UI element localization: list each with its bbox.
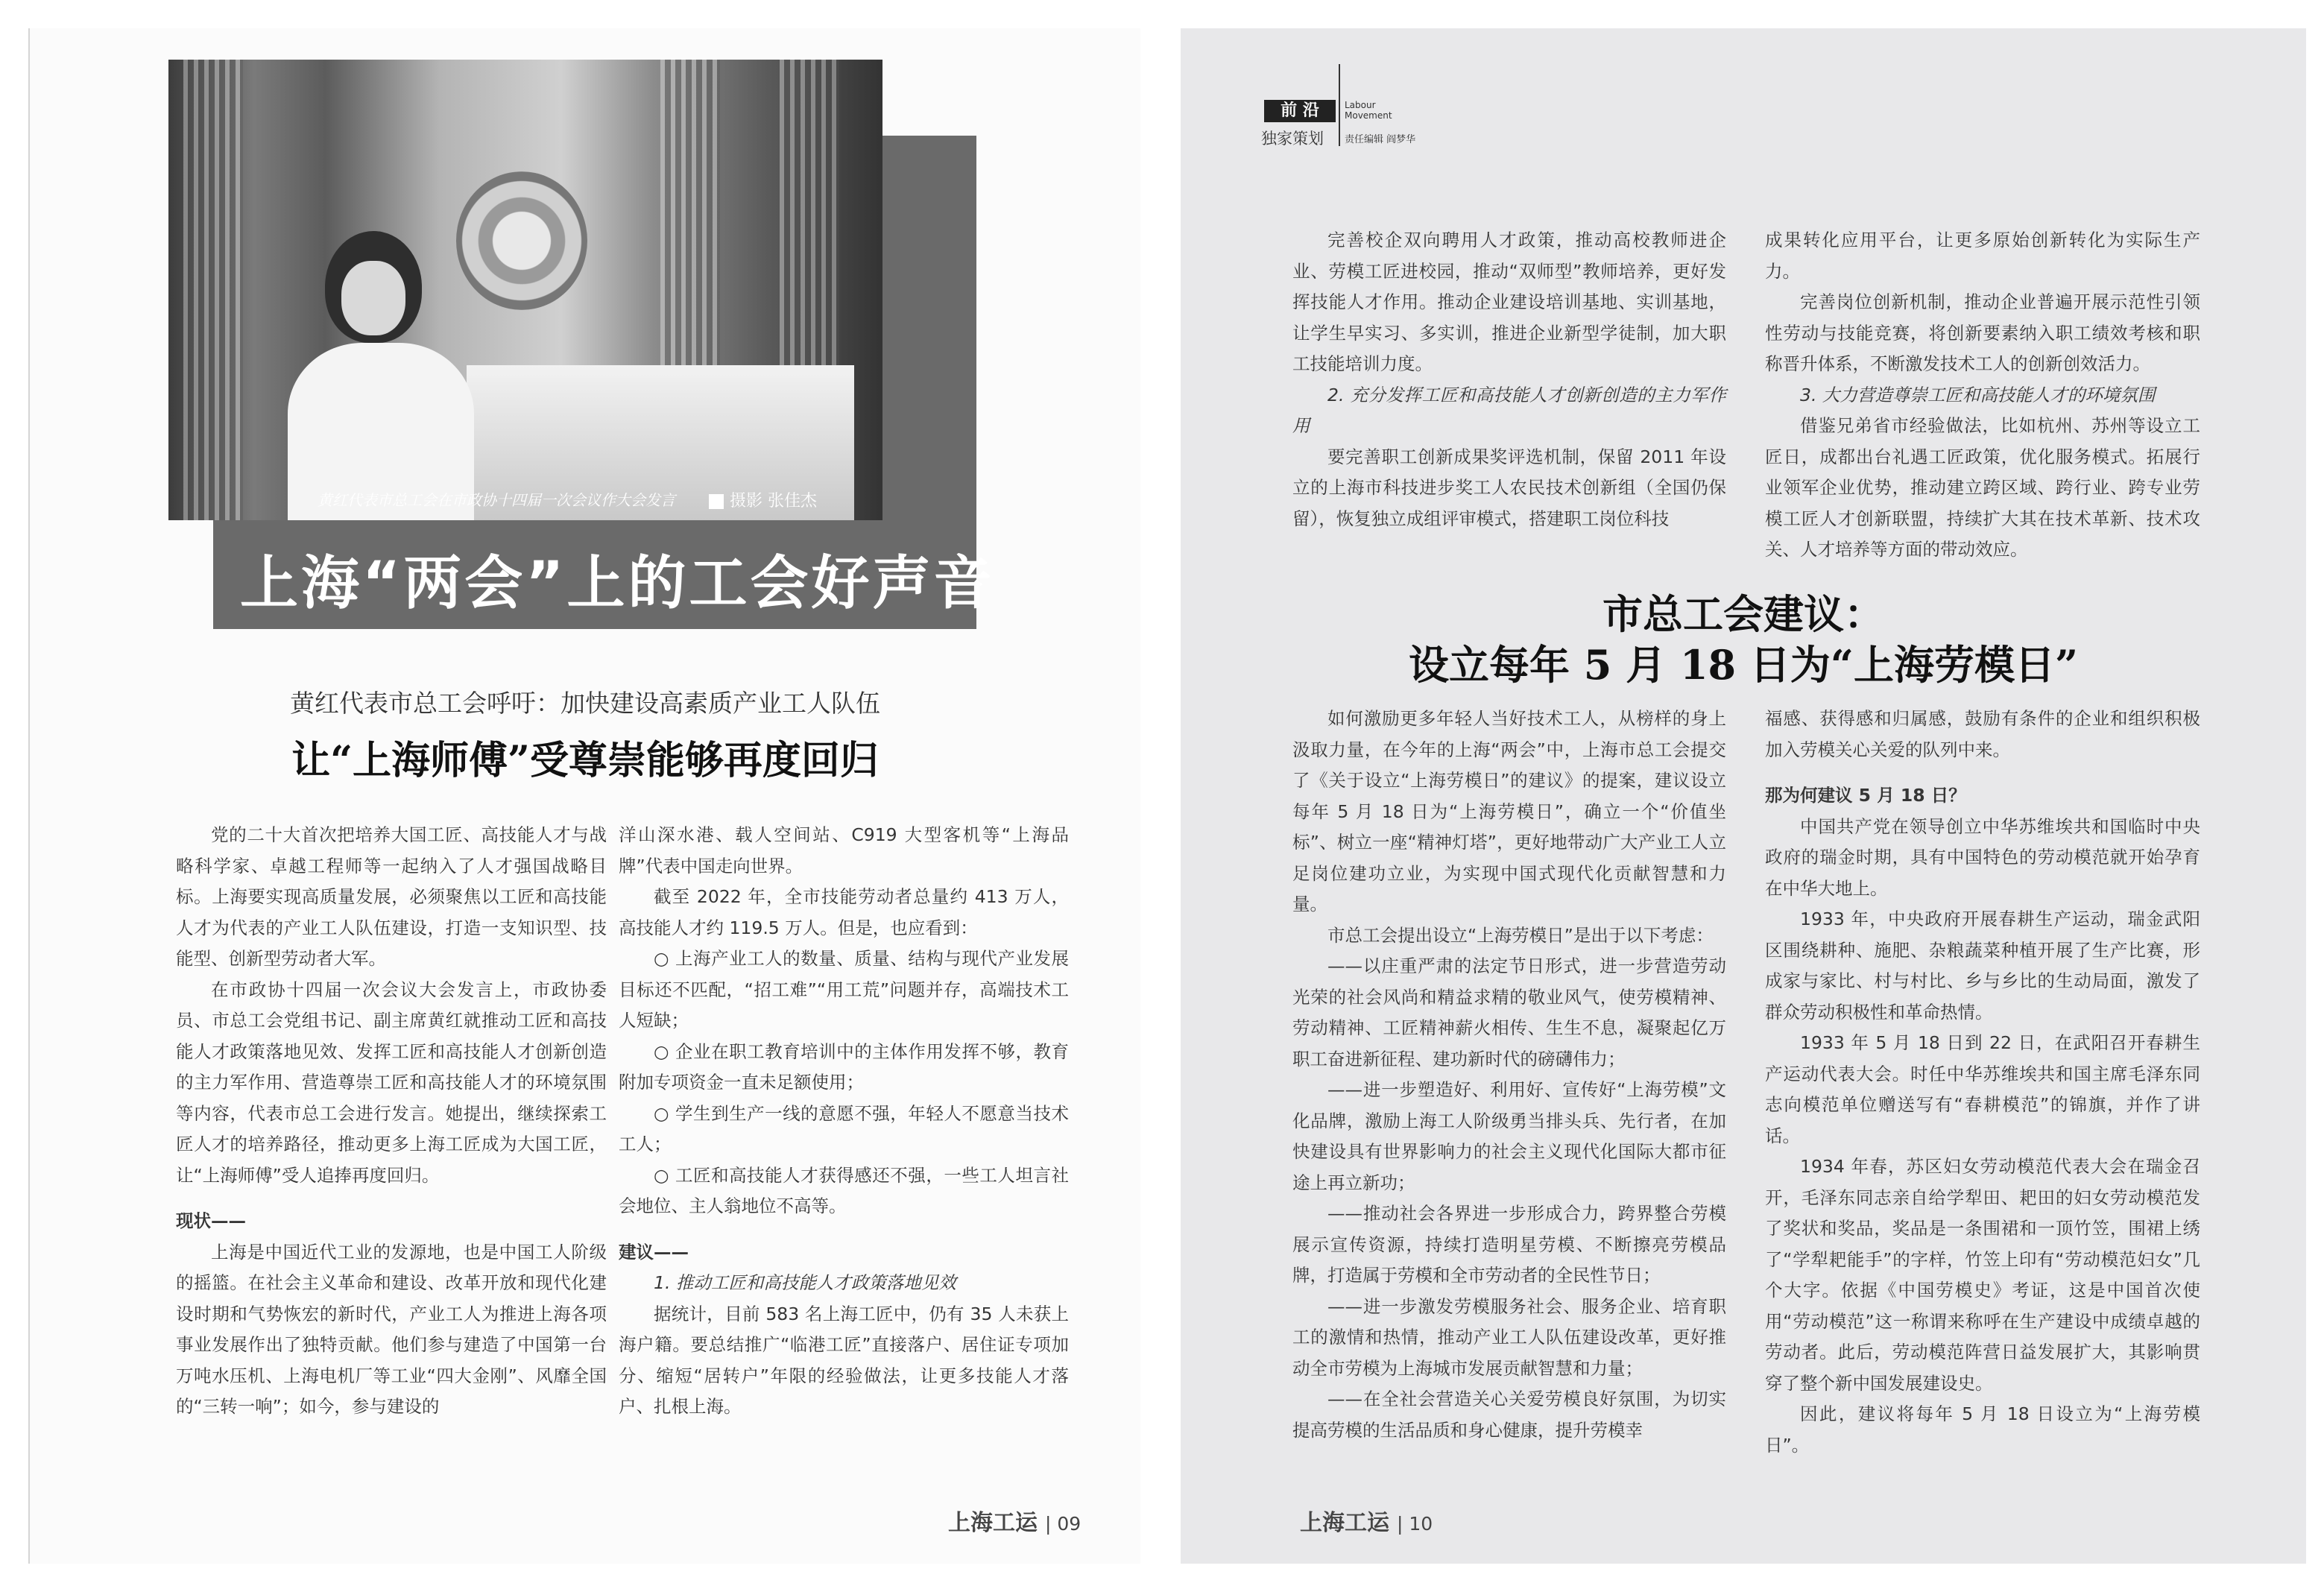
section-english: Labour Movement: [1345, 100, 1392, 121]
national-emblem: [456, 171, 587, 310]
bullet-item: ○ 工匠和高技能人才获得感还不强，一些工人坦言社会地位、主人翁地位不高等。: [619, 1164, 1069, 1216]
paragraph: ——以庄重严肃的法定节日形式，进一步营造劳动光荣的社会风尚和精益求精的敬业风气，使劳模精神、劳动精神、工匠精神薪火相传、生生不息，凝聚起亿万职工奋进新征程、建功新时代的磅礴伟力；: [1292, 955, 1726, 1070]
right-column-1: [1292, 225, 1726, 534]
paragraph: 福感、获得感和归属感，鼓励有条件的企业和组织积极加入劳模关心关爱的队列中来。: [1765, 708, 2200, 760]
left-page: [28, 28, 1140, 1564]
paragraph: 据统计，目前 583 名上海工匠中，仍有 35 人未获上海户籍。要总结推广“临港工匠”直接落户、居住证专项加分、缩短“居转户”年限的经验做法，让更多技能人才落户、扎根上海。: [619, 1303, 1069, 1417]
title-band: [213, 520, 995, 629]
paragraph: 借鉴兄弟省市经验做法，比如杭州、苏州等设立工匠日，成都出台礼遇工匠政策，优化服务模式。拓展行业领军企业优势，推动建立跨区域、跨行业、跨专业劳模工匠人才创新联盟，持续扩大其在技术革新、技术攻关、人才培养等方面的带动效应。: [1765, 415, 2200, 560]
right-column-3: [1292, 704, 1726, 1446]
page-folio: 上海工运 | 09: [948, 1510, 1082, 1536]
paragraph: 洋山深水港、载人空间站、C919 大型客机等“上海品牌”代表中国走向世界。: [619, 824, 1069, 876]
paragraph: ——在全社会营造关心关爱劳模良好氛围，为切实提高劳模的生活品质和身心健康，提升劳模幸: [1292, 1388, 1726, 1441]
bullet-item: ○ 上海产业工人的数量、质量、结构与现代产业发展目标还不匹配，“招工难”“用工荒”问题并存，高端技术工人短缺；: [619, 948, 1069, 1031]
sub-heading: 2. 充分发挥工匠和高技能人才创新创造的主力军作用: [1292, 384, 1726, 436]
section-heading: 建议——: [619, 1241, 689, 1263]
paragraph: 在市政协十四届一次会议大会发言上，市政协委员、市总工会党组书记、副主席黄红就推动工匠和高技能人才政策落地见效、发挥工匠和高技能人才创新创造的主力军作用、营造尊崇工匠和高技能人才的环境氛围等内容，代表市总工会进行发言。她提出，继续探索工匠人才的培养路径，推动更多上海工匠成为大国工匠，让“上海师傅”受人追捧再度回归。: [176, 979, 607, 1186]
paragraph: 完善校企双向聘用人才政策，推动高校教师进企业、劳模工匠进校园，推动“双师型”教师培养，更好发挥技能人才作用。推动企业建设培训基地、实训基地，让学生早实习、多实训，推进企业新型学徒制，加大职工技能培训力度。: [1292, 230, 1726, 374]
right-column-2: [1765, 225, 2200, 566]
right-column-4: [1765, 704, 2200, 1461]
paragraph: 1933 年 5 月 18 日到 22 日，在武阳召开春耕生产运动代表大会。时任中华苏维埃共和国主席毛泽东同志向模范单位赠送写有“春耕模范”的锦旗，并作了讲话。: [1765, 1032, 2200, 1146]
paragraph: 如何激励更多年轻人当好技术工人，从榜样的身上汲取力量，在今年的上海“两会”中，上海市总工会提交了《关于设立“上海劳模日”的建议》的提案，建议设立每年 5 月 18 日为“上海劳模日”，确立一个“价值坐标”、树立一座“精神灯塔”，更好地带动广大产业工人立足岗位建功立业，为实现中国式现代化贡献智慧和力量。: [1292, 708, 1726, 914]
paragraph: 完善岗位创新机制，推动企业普遍开展示范性引领性劳动与技能竞赛，将创新要素纳入职工绩效考核和职称晋升体系，不断激发技术工人的创新创效活力。: [1765, 291, 2200, 374]
paragraph: 党的二十大首次把培养大国工匠、高技能人才与战略科学家、卓越工程师等一起纳入了人才强国战略目标。上海要实现高质量发展，必须聚焦以工匠和高技能人才为代表的产业工人队伍建设，打造一支知识型、技能型、创新型劳动者大军。: [176, 824, 607, 969]
paragraph: ——进一步激发劳模服务社会、服务企业、培育职工的激情和热情，推动产业工人队伍建设改革，更好推动全市劳模为上海城市发展贡献智慧和力量；: [1292, 1295, 1726, 1379]
magazine-logo: 上海工运: [948, 1510, 1038, 1536]
section-heading: 现状——: [176, 1210, 246, 1231]
section-divider: [1339, 64, 1340, 146]
page-title: 上海“两会”上的工会好声音: [240, 550, 995, 617]
sub-heading: 1. 推动工匠和高技能人才政策落地见效: [654, 1272, 956, 1293]
article-headline-line-1: 市总工会建议：: [1603, 590, 1884, 638]
left-column-1: [176, 820, 607, 1423]
section-heading: 那为何建议 5 月 18 日？: [1765, 785, 1966, 806]
camera-icon: [709, 494, 724, 509]
paragraph: ——推动社会各界进一步形成合力，跨界整合劳模展示宣传资源，持续打造明星劳模、不断擦亮劳模品牌，打造属于劳模和全市劳动者的全民性节日；: [1292, 1203, 1726, 1286]
section-editor: 责任编辑 阎梦华: [1345, 134, 1416, 145]
article-headline: 让“上海师傅”受尊崇能够再度回归: [291, 738, 879, 783]
bullet-item: ○ 学生到生产一线的意愿不强，年轻人不愿意当技术工人；: [619, 1102, 1069, 1154]
paragraph: 上海是中国近代工业的发源地，也是中国工人阶级的摇篮。在社会主义革命和建设、改革开放和现代化建设时期和气势恢宏的新时代，产业工人为推进上海各项事业发展作出了独特贡献。他们参与建造了中国第一台万吨水压机、上海电机厂等工业“四大金刚”、风靡全国的“三转一响”；如今，参与建设的: [176, 1241, 607, 1417]
paragraph: 1933 年，中央政府开展春耕生产运动，瑞金武阳区围绕耕种、施肥、杂粮蔬菜种植开展了生产比赛，形成家与家比、村与村比、乡与乡比的生动局面，激发了群众劳动积极性和革命热情。: [1765, 909, 2200, 1023]
speaker-photo: [168, 60, 882, 520]
paragraph: 中国共产党在领导创立中华苏维埃共和国临时中央政府的瑞金时期，具有中国特色的劳动模范就开始孕育在中华大地上。: [1765, 815, 2200, 899]
photo-credit: 摄影 张佳杰: [709, 488, 817, 511]
paragraph: 成果转化应用平台，让更多原始创新转化为实际生产力。: [1765, 230, 2200, 282]
paragraph: 要完善职工创新成果奖评选机制，保留 2011 年设立的上海市科技进步奖工人农民技术创新组（全国仍保留），恢复独立成组评审模式，搭建职工岗位科技: [1292, 446, 1726, 529]
paragraph: 截至 2022 年，全市技能劳动者总量约 413 万人，高技能人才约 119.5 万人。但是，也应看到：: [619, 886, 1069, 938]
article-subhead: 黄红代表市总工会呼吁：加快建设高素质产业工人队伍: [290, 689, 880, 718]
sub-heading: 3. 大力营造尊崇工匠和高技能人才的环境氛围: [1800, 384, 2156, 405]
paragraph: 市总工会提出设立“上海劳模日”是出于以下考虑：: [1327, 924, 1714, 946]
flag-decoration: [183, 60, 243, 520]
section-subtitle: 独家策划: [1261, 130, 1324, 148]
page-folio: 上海工运 | 10: [1300, 1510, 1433, 1536]
bullet-item: ○ 企业在职工教育培训中的主体作用发挥不够，教育附加专项资金一直未足额使用；: [619, 1040, 1069, 1093]
photo-caption: 黄红代表市总工会在市政协十四届一次会议作大会发言: [318, 491, 675, 509]
paragraph: ——进一步塑造好、利用好、宣传好“上海劳模”文化品牌，激励上海工人阶级勇当排头兵、先行者，在加快建设具有世界影响力的社会主义现代化国际大都市征途上再立新功；: [1292, 1079, 1726, 1193]
paragraph: 因此，建议将每年 5 月 18 日设立为“上海劳模日”。: [1765, 1403, 2200, 1456]
magazine-logo: 上海工运: [1300, 1510, 1389, 1536]
right-page: [1181, 28, 2306, 1564]
left-column-2: [619, 820, 1069, 1423]
page-number: 10: [1409, 1513, 1433, 1535]
article-headline-line-2: 设立每年 5 月 18 日为“上海劳模日”: [1408, 641, 2079, 689]
speaker-face: [341, 261, 405, 335]
paragraph: 1934 年春，苏区妇女劳动模范代表大会在瑞金召开，毛泽东同志亲自给学犁田、耙田的妇女劳动模范发了奖状和奖品，奖品是一条围裙和一顶竹笠，围裙上绣了“学犁耙能手”的字样，竹笠上印有“劳动模范妇女”几个大字。依据《中国劳模史》考证，这是中国首次使用“劳动模范”这一称谓来称呼在生产建设中成绩卓越的劳动者。此后，劳动模范阵营日益发展扩大，其影响贯穿了整个新中国发展建设史。: [1765, 1156, 2200, 1394]
page-number: 09: [1057, 1513, 1082, 1535]
section-badge: 前 沿: [1264, 100, 1336, 122]
